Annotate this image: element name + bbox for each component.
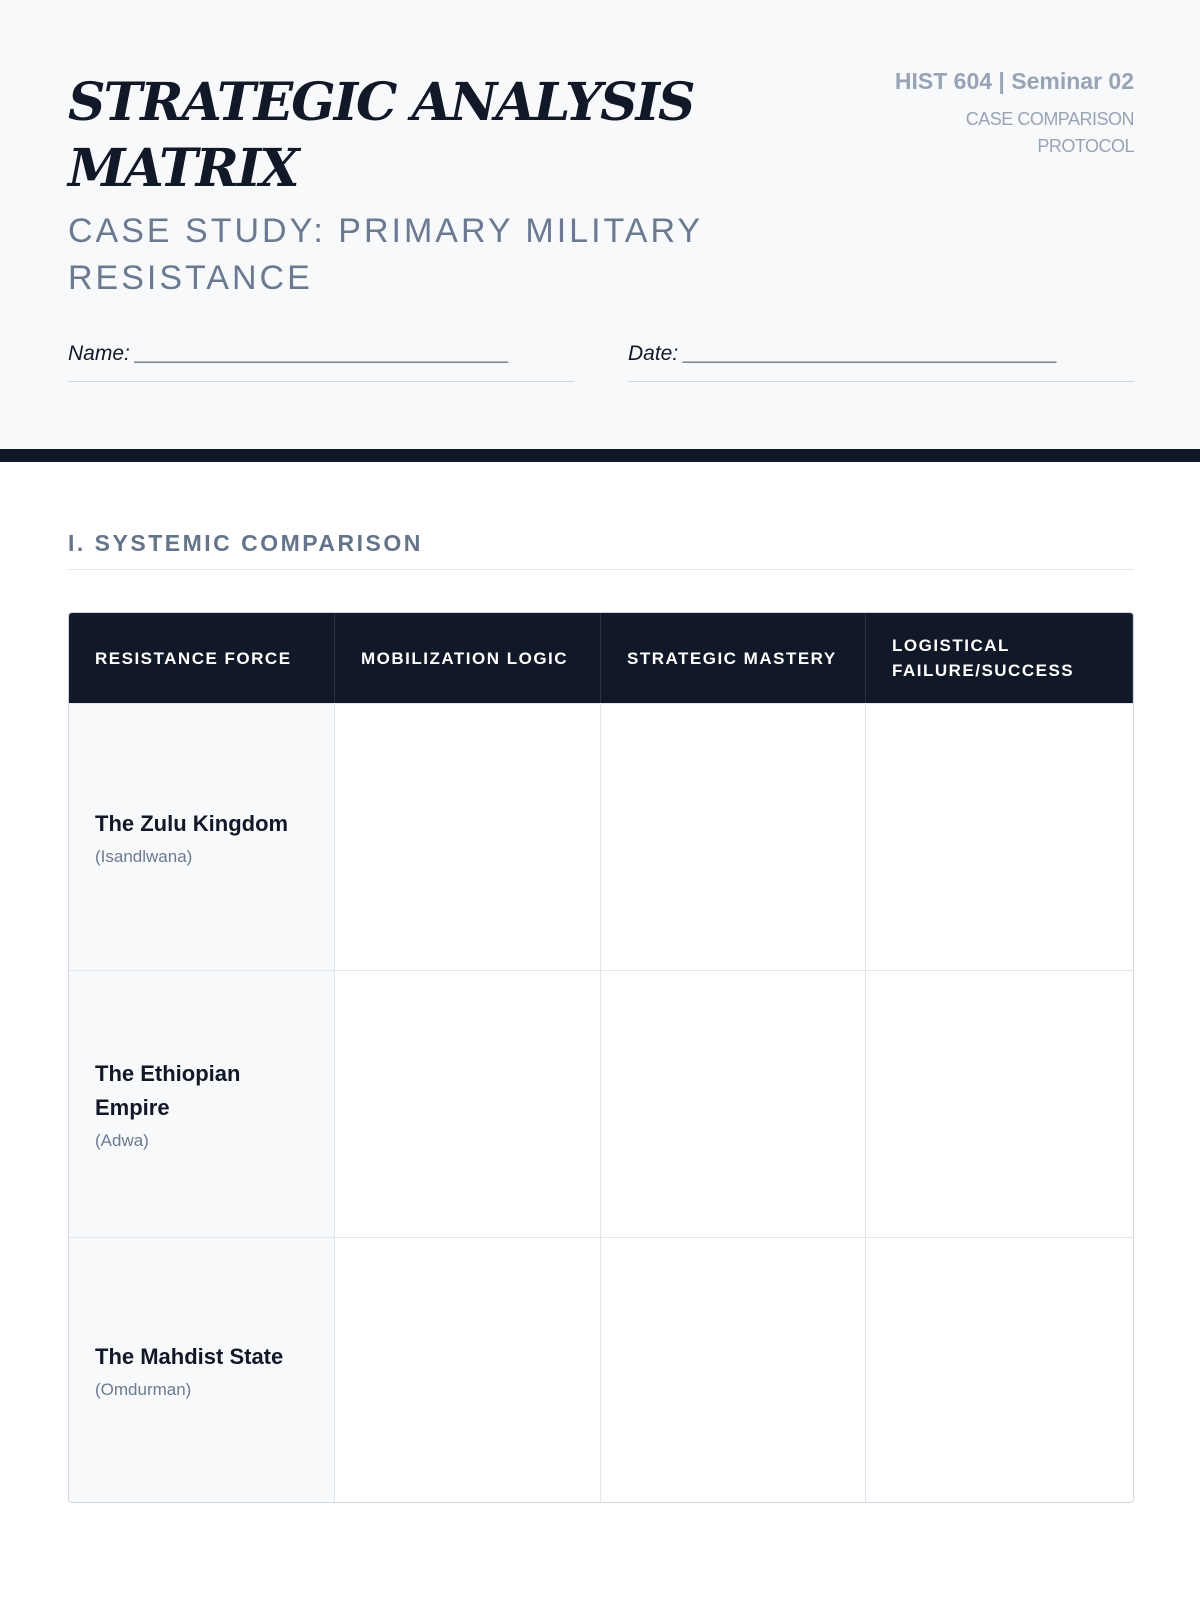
header-divider	[0, 449, 1200, 462]
row-label-mahdist	[69, 1237, 335, 1502]
row-label-zulu	[69, 703, 335, 970]
column-header-logistical-outcome: LOGISTICAL FAILURE/SUCCESS	[866, 613, 1133, 703]
date-field[interactable]: Date: ________________________________	[628, 342, 1134, 382]
matrix-cell-ethiopia-mobilization[interactable]	[335, 970, 601, 1237]
matrix-cell-ethiopia-logistics[interactable]	[866, 970, 1133, 1237]
force-battle: (Adwa)	[95, 1131, 149, 1150]
matrix-cell-zulu-logistics[interactable]	[866, 703, 1133, 970]
matrix-cell-mahdist-logistics[interactable]	[866, 1237, 1133, 1502]
matrix-cell-zulu-strategy[interactable]	[601, 703, 866, 970]
name-field[interactable]: Name: ________________________________	[68, 342, 574, 382]
page-title: STRATEGIC ANALYSIS MATRIX	[68, 72, 694, 199]
page-subtitle: CASE STUDY: PRIMARY MILITARY RESISTANCE	[68, 212, 703, 297]
matrix-cell-ethiopia-strategy[interactable]	[601, 970, 866, 1237]
row-label-ethiopia	[69, 970, 335, 1237]
column-header-strategic-mastery: STRATEGIC MASTERY	[601, 613, 866, 703]
force-name: The Ethiopian Empire	[95, 1061, 241, 1120]
matrix-cell-mahdist-strategy[interactable]	[601, 1237, 866, 1502]
force-battle: (Omdurman)	[95, 1380, 192, 1399]
protocol-label: CASE COMPARISON PROTOCOL	[965, 109, 1134, 156]
matrix-cell-mahdist-mobilization[interactable]	[335, 1237, 601, 1502]
matrix-cell-zulu-mobilization[interactable]	[335, 703, 601, 970]
column-header-resistance-force: RESISTANCE FORCE	[69, 613, 335, 703]
column-header-mobilization-logic: MOBILIZATION LOGIC	[335, 613, 601, 703]
force-battle: (Isandlwana)	[95, 847, 193, 866]
comparison-matrix	[68, 612, 1134, 1503]
section-heading: I. SYSTEMIC COMPARISON	[68, 530, 1134, 570]
force-name: The Mahdist State	[95, 1344, 284, 1369]
page-header	[0, 0, 1200, 449]
course-label: HIST 604 | Seminar 02	[894, 68, 1134, 94]
force-name: The Zulu Kingdom	[95, 811, 289, 836]
